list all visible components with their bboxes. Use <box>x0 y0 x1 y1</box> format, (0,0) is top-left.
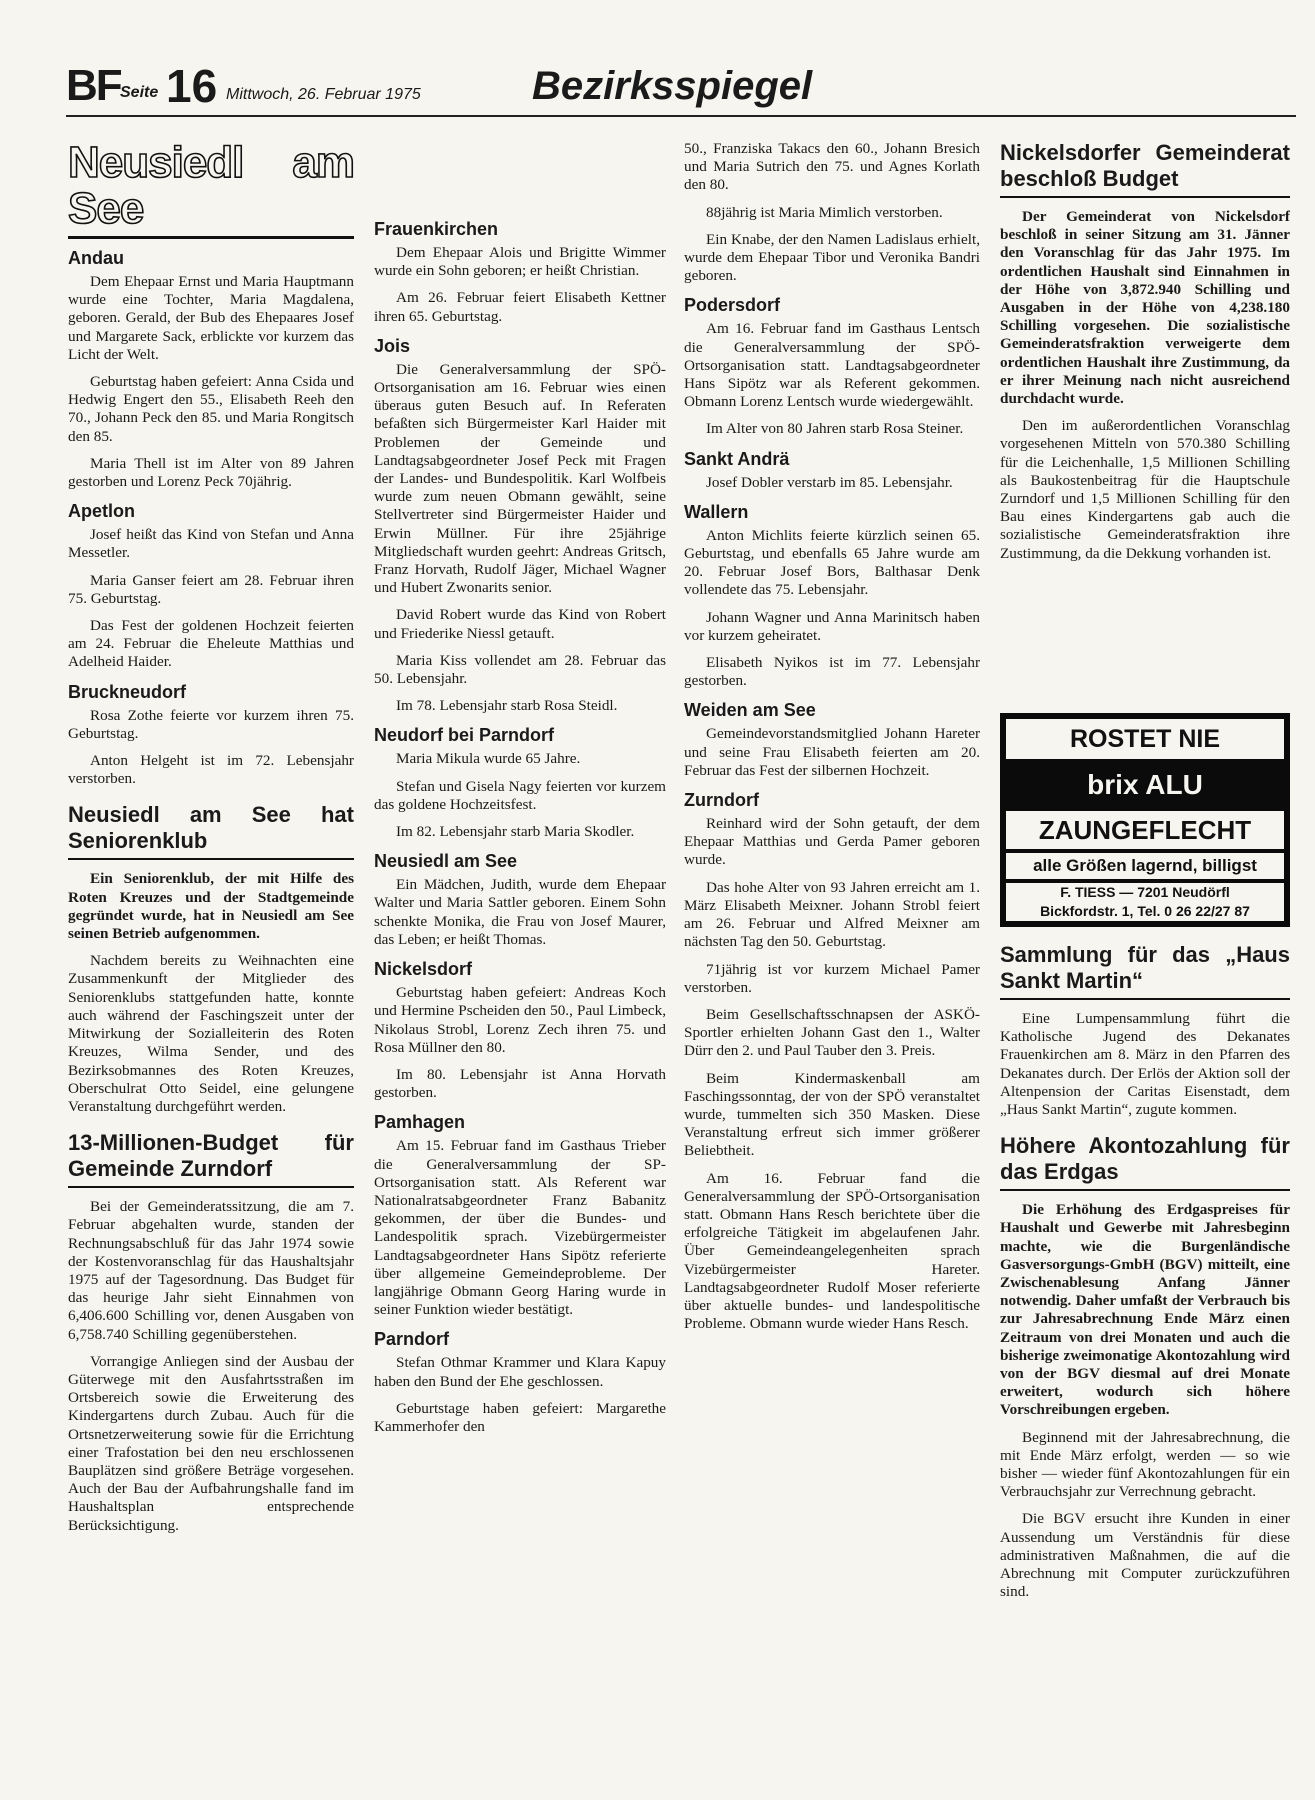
article-paragraph: Eine Lumpensammlung führt die Katholische Jugend des Dekanates Frauenkirchen am 8. März in den Pfarren des Dekanates durch. Der Erlös der Aktion soll der Altenpension der Caritas Eisenstadt, dem „Haus Sankt Martin“, zugute kommen. <box>1000 1010 1290 1119</box>
column-4-top <box>1000 140 1290 572</box>
article-paragraph: Das hohe Alter von 93 Jahren erreicht am 1. März Elisabeth Meixner. Johann Strobl feiert am 26. Februar und Alfred Meixner am nächsten Tag den 50. Geburtstag. <box>684 878 980 951</box>
article-paragraph: Beim Gesellschaftsschnapsen der ASKÖ-Sportler erhielten Johann Gast den 1., Walter Dürr den 2. und Paul Tauber den 3. Preis. <box>684 1005 980 1060</box>
article-headline: Nickelsdorfer Gemeinderat beschloß Budget <box>1000 140 1290 191</box>
article-headline: Neusiedl am See hat Seniorenklub <box>68 802 354 854</box>
column-4-bottom <box>1000 942 1290 1610</box>
column-1 <box>68 140 354 1544</box>
ad-company: F. TIESS — 7201 Neudörfl <box>1060 884 1230 900</box>
town-heading: Pamhagen <box>374 1112 466 1133</box>
article-paragraph: Josef heißt das Kind von Stefan und Anna Messetler. <box>68 526 354 562</box>
article-paragraph: Dem Ehepaar Alois und Brigitte Wimmer wurde ein Sohn geboren; er heißt Christian. <box>374 244 666 280</box>
article-paragraph: 71jährig ist vor kurzem Michael Pamer verstorben. <box>684 960 980 996</box>
article-paragraph: Josef Dobler verstarb im 85. Lebensjahr. <box>706 473 953 491</box>
town-heading: Bruckneudorf <box>68 681 187 702</box>
town-heading: Frauenkirchen <box>374 219 499 239</box>
article-paragraph: Anton Helgeht ist im 72. Lebensjahr verstorben. <box>68 752 354 788</box>
article-paragraph: Stefan und Gisela Nagy feierten vor kurzem das goldene Hochzeitsfest. <box>374 777 666 813</box>
article-headline: 13-Millionen-Budget für Gemeinde Zurndorf <box>68 1130 354 1182</box>
article-paragraph: Geburtstag haben gefeiert: Anna Csida und Hedwig Engert den 55., Elisabeth Reeh den 70., Johann Peck den 85. und Maria Rongitsch den 85. <box>68 373 354 445</box>
article-paragraph: David Robert wurde das Kind von Robert und Friederike Niessl getauft. <box>374 606 666 642</box>
section-title: Bezirksspiegel <box>532 64 813 108</box>
article-paragraph: Beginnend mit der Jahresabrechnung, die mit Ende März erfolgt, werden — so wie bisher — wieder fünf Akontozahlungen für ein Verbrauchsjahr zur Verrechnung gebracht. <box>1000 1428 1290 1501</box>
article-paragraph: Anton Michlits feierte kürzlich seinen 65. Geburtstag, und ebenfalls 65 Jahre wurde am 20. Februar Josef Bors, Balthasar Denk vollendete das 75. Lebensjahr. <box>684 526 980 599</box>
article-lead: Die Erhöhung des Erdgaspreises für Haushalt und Gewerbe mit Jahresbeginn machte, wie die Burgenländische Gasversorgungs-GmbH (BGV) mitteilt, eine Zwischenablesung Anfang Jänner notwendig. Daher umfaßt der Verbrauch bis zur Jahresabrechnung Ende März einen Zeitraum von drei Monaten und auch die bisherige zweimonatige Akontozahlung wird von der BGV diesmal auf drei Monate erweitert, wodurch sich höhere Vorschreibungen ergeben. <box>1000 1201 1290 1419</box>
ad-slogan: ROSTET NIE <box>1006 719 1284 759</box>
article-paragraph: Am 16. Februar fand die Generalversammlung der SPÖ-Ortsorganisation statt. Obmann Hans Resch berichtete über die erfolgreiche Tätigkeit im abgelaufenen Jahr. Über Gemeindeangelegenheiten sprach Vizebürgermeister Hareter. Landtagsabgeordneter Rudolf Moser referierte über aktuelle bundes- und landespolitische Probleme. Obmann wurde wieder Hans Resch. <box>684 1169 980 1333</box>
town-heading: Neudorf bei Parndorf <box>374 725 555 746</box>
article-paragraph: Gemeindevorstandsmitglied Johann Hareter und seine Frau Elisabeth feierten am 20. Februar das Fest der silbernen Hochzeit. <box>684 725 980 779</box>
town-heading: Apetlon <box>68 501 135 522</box>
town-heading: Podersdorf <box>684 295 781 316</box>
article-paragraph: Elisabeth Nyikos ist im 77. Lebensjahr gestorben. <box>684 654 980 690</box>
article-paragraph: Die Generalversammlung der SPÖ-Ortsorganisation am 16. Februar wies einen überaus guten Besuch auf. In Referaten befaßten sich Bürgermeister Karl Haider mit Problemen der Gemeinde und Landtagsabgeordneter Josef Peck mit Fragen der Landes- und Bundespolitik. Karl Wolfbeis wurde zum neuen Obmann gewählt, seine Stellvertreter sind Bürgermeister Haider und Erwin Müllner. Für ihre 25jährige Mitgliedschaft wurden geehrt: Andreas Gritsch, Franz Horvath, Rudolf Jäger, Michael Wagner und Hubert Zwonarits senior. <box>374 360 666 597</box>
article-paragraph: Im Alter von 80 Jahren starb Rosa Steiner. <box>706 420 964 438</box>
article-paragraph: Geburtstage haben gefeiert: Margarethe Kammerhofer den <box>374 1399 666 1435</box>
article-paragraph: Im 78. Lebensjahr starb Rosa Steidl. <box>396 697 618 715</box>
article-paragraph: Am 16. Februar fand im Gasthaus Lentsch die Generalversammlung der SPÖ-Ortsorganisation statt. Landtagsabgeordneter Hans Sipötz war als Referent gekommen. Obmann Lorenz Lentsch wurde wiedergewählt. <box>684 320 980 411</box>
town-heading: Andau <box>68 248 124 268</box>
ad-offer: alle Größen lagernd, billigst <box>1006 853 1284 879</box>
article-paragraph: Beim Kindermaskenball am Faschingssonntag, der von der SPÖ veranstaltet wurde, tummelten sich 350 Masken. Diese Veranstaltung erfreut sich immer größerer Beliebtheit. <box>684 1069 980 1160</box>
article-headline: Höhere Akontozahlung für das Erdgas <box>1000 1133 1290 1185</box>
article-headline: Sammlung für das „Haus Sankt Martin“ <box>1000 942 1290 993</box>
headline-rule <box>68 1186 354 1188</box>
article-lead: Ein Seniorenklub, der mit Hilfe des Roten Kreuzes und der Stadtgemeinde gegründet wurde, hat in Neusiedl am See seinen Betrieb aufgenommen. <box>68 870 354 943</box>
town-heading: Wallern <box>684 501 749 522</box>
article-paragraph: Maria Ganser feiert am 28. Februar ihren 75. Geburtstag. <box>68 571 354 607</box>
issue-date: Mittwoch, 26. Februar 1975 <box>226 86 421 103</box>
page-number: 16 <box>166 60 218 112</box>
town-heading: Nickelsdorf <box>374 959 473 980</box>
article-paragraph: 88jährig ist Maria Mimlich verstorben. <box>706 203 943 221</box>
article-paragraph: Den im außerordentlichen Voranschlag vorgesehenen Mitteln von 570.380 Schilling für die Leichenhalle, 1,5 Millionen Schilling als Baukostenbeitrag für die Hauptschule Zurndorf und 1,5 Millionen Schilling für den Bau eines Kindergartens gab auch die sozialistische Gemeinderatsfraktion ihre Zustimmung, da die Dekkung vorhanden ist. <box>1000 417 1290 562</box>
newspaper-logo: BF <box>66 61 121 110</box>
article-paragraph: Rosa Zothe feierte vor kurzem ihren 75. Geburtstag. <box>68 706 354 742</box>
article-paragraph: 50., Franziska Takacs den 60., Johann Bresich und Maria Sutrich den 75. und Agnes Korlath den 80. <box>684 140 980 194</box>
ad-brand: brix ALU <box>1087 769 1203 800</box>
ad-product: ZAUNGEFLECHT <box>1006 811 1284 849</box>
column-2 <box>374 210 666 1445</box>
headline-rule <box>1000 998 1290 1000</box>
town-heading: Parndorf <box>374 1329 450 1350</box>
town-heading: Neusiedl am See <box>374 851 518 872</box>
article-paragraph: Bei der Gemeinderatssitzung, die am 7. Februar abgehalten wurde, standen der Rechnungsabschluß für das Jahr 1974 sowie der Kostenvoranschlag für das Haushaltsjahr 1975 auf der Tagesordnung. Das Budget für das heurige Jahr sieht Einnahmen von 6,406.600 Schilling vor, denen Ausgaben von 6,758.740 Schilling gegenüberstehen. <box>68 1198 354 1343</box>
article-paragraph: Das Fest der goldenen Hochzeit feierten am 24. Februar die Eheleute Matthias und Adelheid Haider. <box>68 617 354 671</box>
article-paragraph: Dem Ehepaar Ernst und Maria Hauptmann wurde eine Tochter, Maria Magdalena, geboren. Gerald, der Bub des Ehepaares Josef und Margarete Sack, erblickte vor kurzem das Licht der Welt. <box>68 273 354 363</box>
district-kicker: Neusiedl am See <box>68 138 354 233</box>
town-heading: Jois <box>374 335 411 356</box>
page-header <box>66 60 1296 116</box>
town-heading: Sankt Andrä <box>684 448 790 469</box>
article-paragraph: Im 80. Lebensjahr ist Anna Horvath gestorben. <box>374 1065 666 1102</box>
article-paragraph: Am 15. Februar fand im Gasthaus Trieber die Generalversammlung der SP-Ortsorganisation statt. Als Referent war Nationalratsabgeordneter Franz Babanitz gekommen, der über die Bundes- und Landespolitik sprach. Vizebürgermeister Landtagsabgeordneter Hans Sipötz referierte über allgemeine Gemeindeprobleme. Der langjährige Obmann Georg Haring wurde in seiner Funktion wieder bestätigt. <box>374 1137 666 1319</box>
article-paragraph: Maria Mikula wurde 65 Jahre. <box>396 750 581 768</box>
article-paragraph: Geburtstag haben gefeiert: Andreas Koch und Hermine Pscheiden den 50., Paul Limbeck, Nikolaus Strobl, Lorenz Zech ihren 75. und Rosa Müllner den 80. <box>374 984 666 1056</box>
article-paragraph: Nachdem bereits zu Weihnachten eine Zusammenkunft der Mitglieder des Seniorenklubs stattgefunden hatte, konnte auch während der Faschingszeit unter der Mitwirkung der Sozialleiterin des Roten Kreuzes, Wilma Sender, und des Bezirksobmannes des Roten Kreuzes, Oberschulrat Otto Seidel, eine gelungene Veranstaltung durchgeführt werden. <box>68 952 354 1115</box>
town-heading: Zurndorf <box>684 790 759 811</box>
town-heading: Weiden am See <box>684 700 816 721</box>
article-paragraph: Maria Thell ist im Alter von 89 Jahren gestorben und Lorenz Peck 70jährig. <box>68 454 354 491</box>
kicker-rule <box>68 236 354 239</box>
headline-rule <box>1000 1189 1290 1191</box>
article-paragraph: Ein Mädchen, Judith, wurde dem Ehepaar Walter und Maria Sattler geboren. Einem Sohn schenkte Monika, die Frau von Josef Maurer, das Leben; er heißt Thomas. <box>374 876 666 948</box>
headline-rule <box>1000 196 1290 198</box>
article-lead: Der Gemeinderat von Nickelsdorf beschloß in seiner Sitzung am 31. Jänner den Voranschlag für das Jahr 1975. Im ordentlichen Haushalt sind Einnahmen in der Höhe von 3,872.940 Schilling und Ausgaben in der Höhe von 4,238.180 Schilling vorgesehen. Die sozialistische Gemeinderatsfraktion verweigerte dem ordentlichen Haushalt ihre Zustimmung, da er ihrer Meinung nach nicht ausreichend durchdacht wurde. <box>1000 208 1290 408</box>
ad-phone: Bickfordstr. 1, Tel. 0 26 22/27 87 <box>1040 903 1250 919</box>
page-label: Seite <box>120 84 159 101</box>
ad-address <box>1006 883 1284 921</box>
article-paragraph: Reinhard wird der Sohn getauft, der dem Ehepaar Matthias und Gerda Pamer geboren wurde. <box>684 815 980 869</box>
advertisement-brix-alu <box>1000 713 1290 927</box>
article-paragraph: Maria Kiss vollendet am 28. Februar das 50. Lebensjahr. <box>374 651 666 688</box>
article-paragraph: Die BGV ersucht ihre Kunden in einer Aussendung um Verständnis für diese administrativen Maßnahmen, die auf die Abrechnung mit Computer zurückzuführen sind. <box>1000 1510 1290 1601</box>
article-paragraph: Im 82. Lebensjahr starb Maria Skodler. <box>396 823 635 841</box>
headline-rule <box>68 858 354 860</box>
article-paragraph: Johann Wagner und Anna Marinitsch haben vor kurzem geheiratet. <box>684 608 980 644</box>
header-rule <box>66 115 1296 117</box>
column-3 <box>684 140 980 1342</box>
article-paragraph: Ein Knabe, der den Namen Ladislaus erhielt, wurde dem Ehepaar Tibor und Veronika Bandri geboren. <box>684 230 980 285</box>
article-paragraph: Am 26. Februar feiert Elisabeth Kettner ihren 65. Geburtstag. <box>374 289 666 325</box>
article-paragraph: Stefan Othmar Krammer und Klara Kapuy haben den Bund der Ehe geschlossen. <box>374 1354 666 1390</box>
article-paragraph: Vorrangige Anliegen sind der Ausbau der Güterwege mit den Ausfahrtsstraßen im Ortsbereich sowie die Erweiterung des Kindergartens durch Zubau. Auch für die Ortsnetzerweiterung sowie für die Errichtung einer Trafostation bei den neu erschlossenen Bauplätzen sind größere Beträge vorgesehen. Auch der Bau der Aufbahrungshalle fand im Haushaltsplan entsprechende Berücksichtigung. <box>68 1352 354 1534</box>
